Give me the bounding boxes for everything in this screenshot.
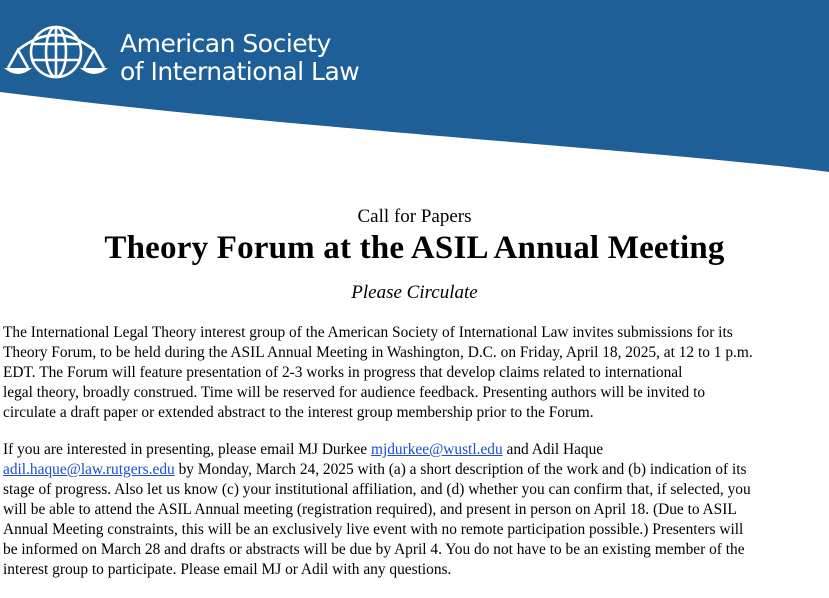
- email-link-durkee[interactable]: mjdurkee@wustl.edu: [370, 441, 503, 458]
- paragraph-line: circulate a draft paper or extended abstract to the interest group membership prior to the Forum.: [3, 404, 594, 421]
- paragraph-line: stage of progress. Also let us know (c) your institutional affiliation, and (d) whether you can confirm that, if selected, you: [3, 481, 751, 498]
- instructions-paragraph: [3, 440, 829, 580]
- paragraph-line: The International Legal Theory interest group of the American Society of International Law invites submissions for its: [3, 324, 733, 341]
- paragraph-line: [3, 440, 829, 460]
- org-name-line2: of International Law: [120, 57, 360, 86]
- org-name-line1: American Society: [120, 29, 331, 58]
- paragraph-text: by Monday, March 24, 2025 with (a) a short description of the work and (b) indication of its: [174, 461, 747, 478]
- globe-scales-logo-icon: [2, 16, 110, 86]
- paragraph-line: will be able to attend the ASIL Annual meeting (registration required), and present in person on April 18. (Due to ASIL: [3, 501, 737, 518]
- paragraph-line: [3, 460, 829, 480]
- page-title: Theory Forum at the ASIL Annual Meeting: [104, 230, 725, 266]
- intro-paragraph: [3, 323, 829, 423]
- paragraph-text: If you are interested in presenting, please email MJ Durkee: [3, 441, 371, 458]
- paragraph-line: Annual Meeting constraints, this will be an exclusively live event with no remote participation possible.) Presenters will: [3, 521, 744, 538]
- paragraph-line: Theory Forum, to be held during the ASIL Annual Meeting in Washington, D.C. on Friday, April 18, 2025, at 12 to 1 p.m.: [3, 344, 753, 361]
- paragraph-line: interest group to participate. Please email MJ or Adil with any questions.: [3, 561, 452, 578]
- header-banner: [0, 0, 829, 175]
- paragraph-text: and Adil Haque: [502, 441, 604, 458]
- paragraph-line: EDT. The Forum will feature presentation of 2-3 works in progress that develop claims related to international: [3, 364, 683, 381]
- kicker-label: Call for Papers: [357, 206, 472, 227]
- org-name: [120, 30, 359, 86]
- page-subtitle: Please Circulate: [351, 282, 478, 303]
- email-link-haque[interactable]: adil.haque@law.rutgers.edu: [3, 461, 175, 478]
- paragraph-line: be informed on March 28 and drafts or abstracts will be due by April 4. You do not have to be an existing member of the: [3, 541, 745, 558]
- paragraph-line: legal theory, broadly construed. Time will be reserved for audience feedback. Presenting authors will be invited to: [3, 384, 706, 401]
